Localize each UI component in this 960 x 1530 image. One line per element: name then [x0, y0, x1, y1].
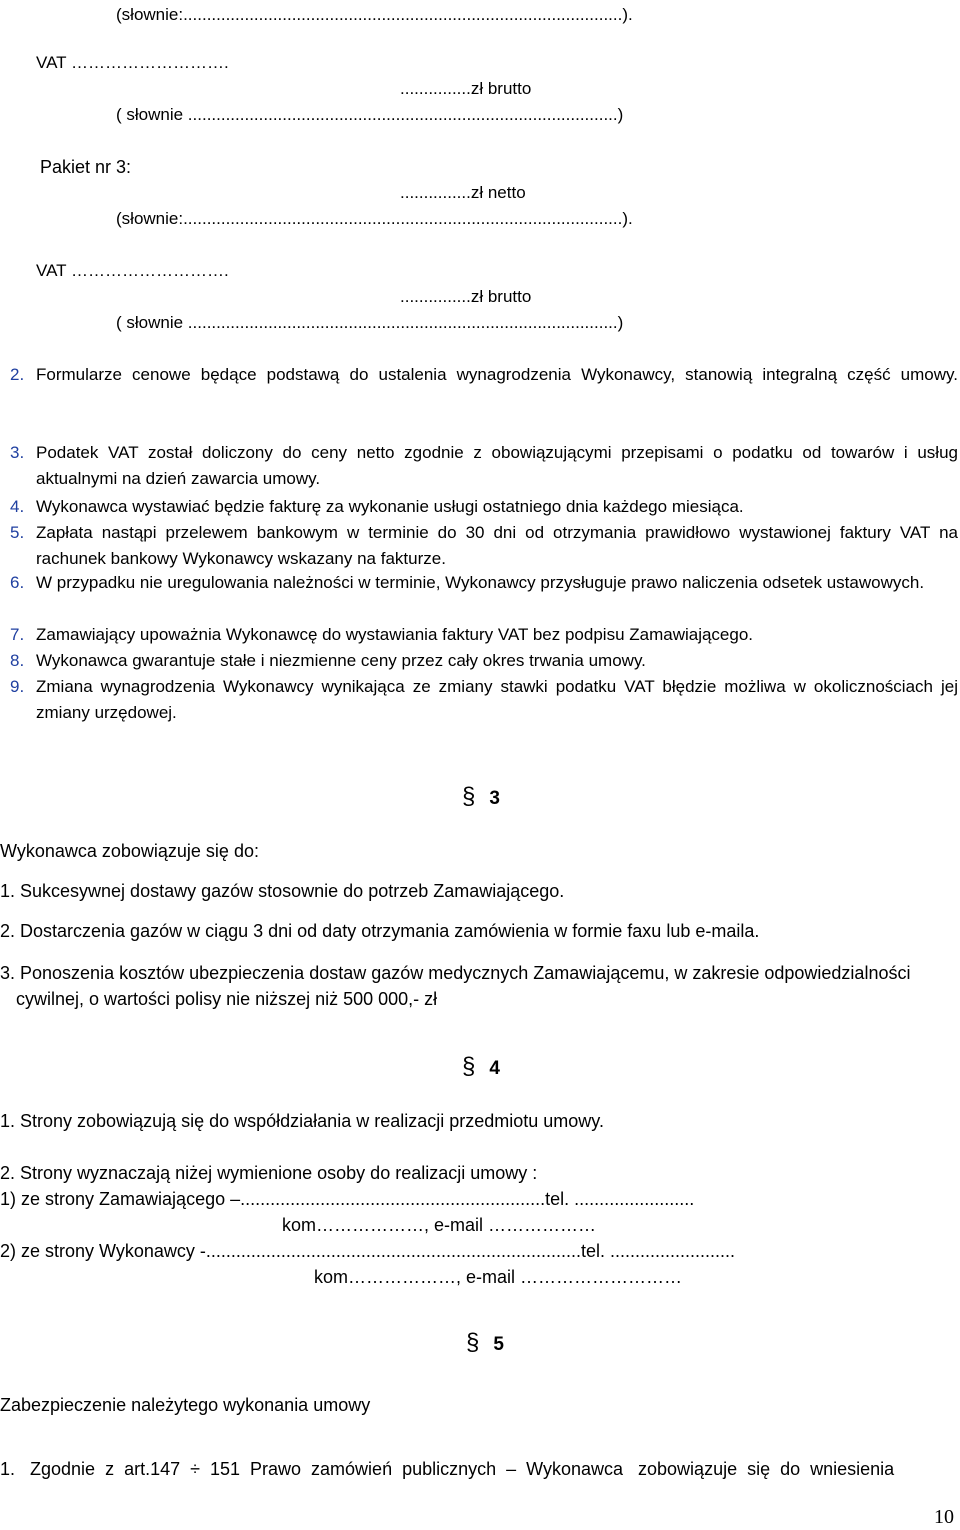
list-item: [10, 520, 958, 572]
pakiet-3-heading: Pakiet nr 3:: [40, 157, 132, 177]
list-item: [10, 440, 958, 492]
section-3-intro: Wykonawca zobowiązuje się do:: [0, 841, 259, 861]
list-item: [10, 622, 958, 648]
paragraph-sign-icon: §: [462, 783, 476, 810]
list-item-number: 2.: [10, 365, 25, 384]
contact-zamawiajacy: 1) ze strony Zamawiającego –.............................................................tel. ........................: [0, 1189, 695, 1209]
list-item-number: 6.: [10, 573, 25, 592]
section-4-point-2: 2. Strony wyznaczają niżej wymienione osoby do realizacji umowy :: [0, 1163, 538, 1183]
list-item-text: Formularze cenowe będące podstawą do ustalenia wynagrodzenia Wykonawcy, stanowią integralną część umowy.: [36, 365, 958, 384]
paragraph-sign-icon: §: [466, 1329, 480, 1356]
contact-wykonawca: 2) ze strony Wykonawcy -...........................................................................tel. .........................: [0, 1241, 736, 1261]
section-4-heading: [462, 1054, 500, 1082]
list-item-number: 8.: [10, 651, 25, 670]
slownie-line-3: (słownie:.............................................................................................).: [116, 209, 633, 228]
section-3-point-3-cont: cywilnej, o wartości polisy nie niższej niż 500 000,- zł: [16, 989, 438, 1009]
brutto-line-1: ...............zł brutto: [400, 79, 532, 98]
section-number: 4: [489, 1058, 500, 1079]
list-item-text: Zapłata nastąpi przelewem bankowym w terminie do 30 dni od otrzymania prawidłowo wystawionej faktury VAT na rachunek bankowy Wykonawcy wskazany na fakturze.: [36, 523, 958, 568]
vat-line-3: VAT ……………………….: [36, 261, 229, 280]
list-item: [10, 648, 958, 674]
section-3-point-3: 3. Ponoszenia kosztów ubezpieczenia dostaw gazów medycznych Zamawiającemu, w zakresie odpowiedzialności: [0, 963, 911, 983]
list-item-number: 7.: [10, 625, 25, 644]
slownie-line-1: (słownie:.............................................................................................).: [116, 5, 633, 24]
list-item-number: 5.: [10, 523, 25, 542]
section-number: 3: [489, 788, 500, 809]
section-3-heading: [462, 784, 500, 812]
list-item: [10, 570, 958, 596]
list-item: [10, 494, 958, 520]
list-item-number: 3.: [10, 443, 25, 462]
vat-line-1: VAT ……………………….: [36, 53, 229, 72]
list-item-text: Podatek VAT został doliczony do ceny netto zgodnie z obowiązującymi przepisami o podatku od towarów i usług aktualnymi na dzień zawarcia umowy.: [36, 443, 958, 488]
paragraph-sign-icon: §: [462, 1053, 476, 1080]
list-item-text: Zamawiający upoważnia Wykonawcę do wystawiania faktury VAT bez podpisu Zamawiającego.: [36, 625, 754, 644]
list-item-text: Wykonawca gwarantuje stałe i niezmienne ceny przez cały okres trwania umowy.: [36, 651, 646, 670]
section-number: 5: [493, 1334, 504, 1355]
page-number: 10: [934, 1506, 954, 1528]
brutto-line-3: ...............zł brutto: [400, 287, 532, 306]
list-item-number: 4.: [10, 497, 25, 516]
list-item: [10, 674, 958, 726]
section-5-heading: [466, 1330, 504, 1358]
list-item-text: Zmiana wynagrodzenia Wykonawcy wynikająca ze zmiany stawki podatku VAT błędzie możliwa w okolicznościach jej zmiany urzędowej.: [36, 677, 958, 722]
contact-zamawiajacy-kom: kom………………, e-mail ………………: [282, 1215, 597, 1235]
slownie-line-4: ( słownie ...........................................................................................): [116, 313, 624, 332]
list-item-text: W przypadku nie uregulowania należności w terminie, Wykonawcy przysługuje prawo naliczenia odsetek ustawowych.: [36, 573, 925, 592]
section-5-title: Zabezpieczenie należytego wykonania umowy: [0, 1395, 371, 1415]
section-3-point-1: 1. Sukcesywnej dostawy gazów stosownie do potrzeb Zamawiającego.: [0, 881, 565, 901]
list-item: [10, 362, 958, 388]
slownie-line-2: ( słownie ...........................................................................................): [116, 105, 624, 124]
section-4-point-1: 1. Strony zobowiązują się do współdziałania w realizacji przedmiotu umowy.: [0, 1111, 604, 1131]
section-5-point-1: 1. Zgodnie z art.147 ÷ 151 Prawo zamówień publicznych – Wykonawca zobowiązuje się do wniesienia: [0, 1459, 895, 1479]
list-item-text: Wykonawca wystawiać będzie fakturę za wykonanie usługi ostatniego dnia każdego miesiąca.: [36, 497, 744, 516]
section-3-point-2: 2. Dostarczenia gazów w ciągu 3 dni od daty otrzymania zamówienia w formie faxu lub e-maila.: [0, 921, 760, 941]
contact-wykonawca-kom: kom………………, e-mail ………………………: [314, 1267, 683, 1287]
netto-line-3: ...............zł netto: [400, 183, 526, 202]
list-item-number: 9.: [10, 677, 25, 696]
